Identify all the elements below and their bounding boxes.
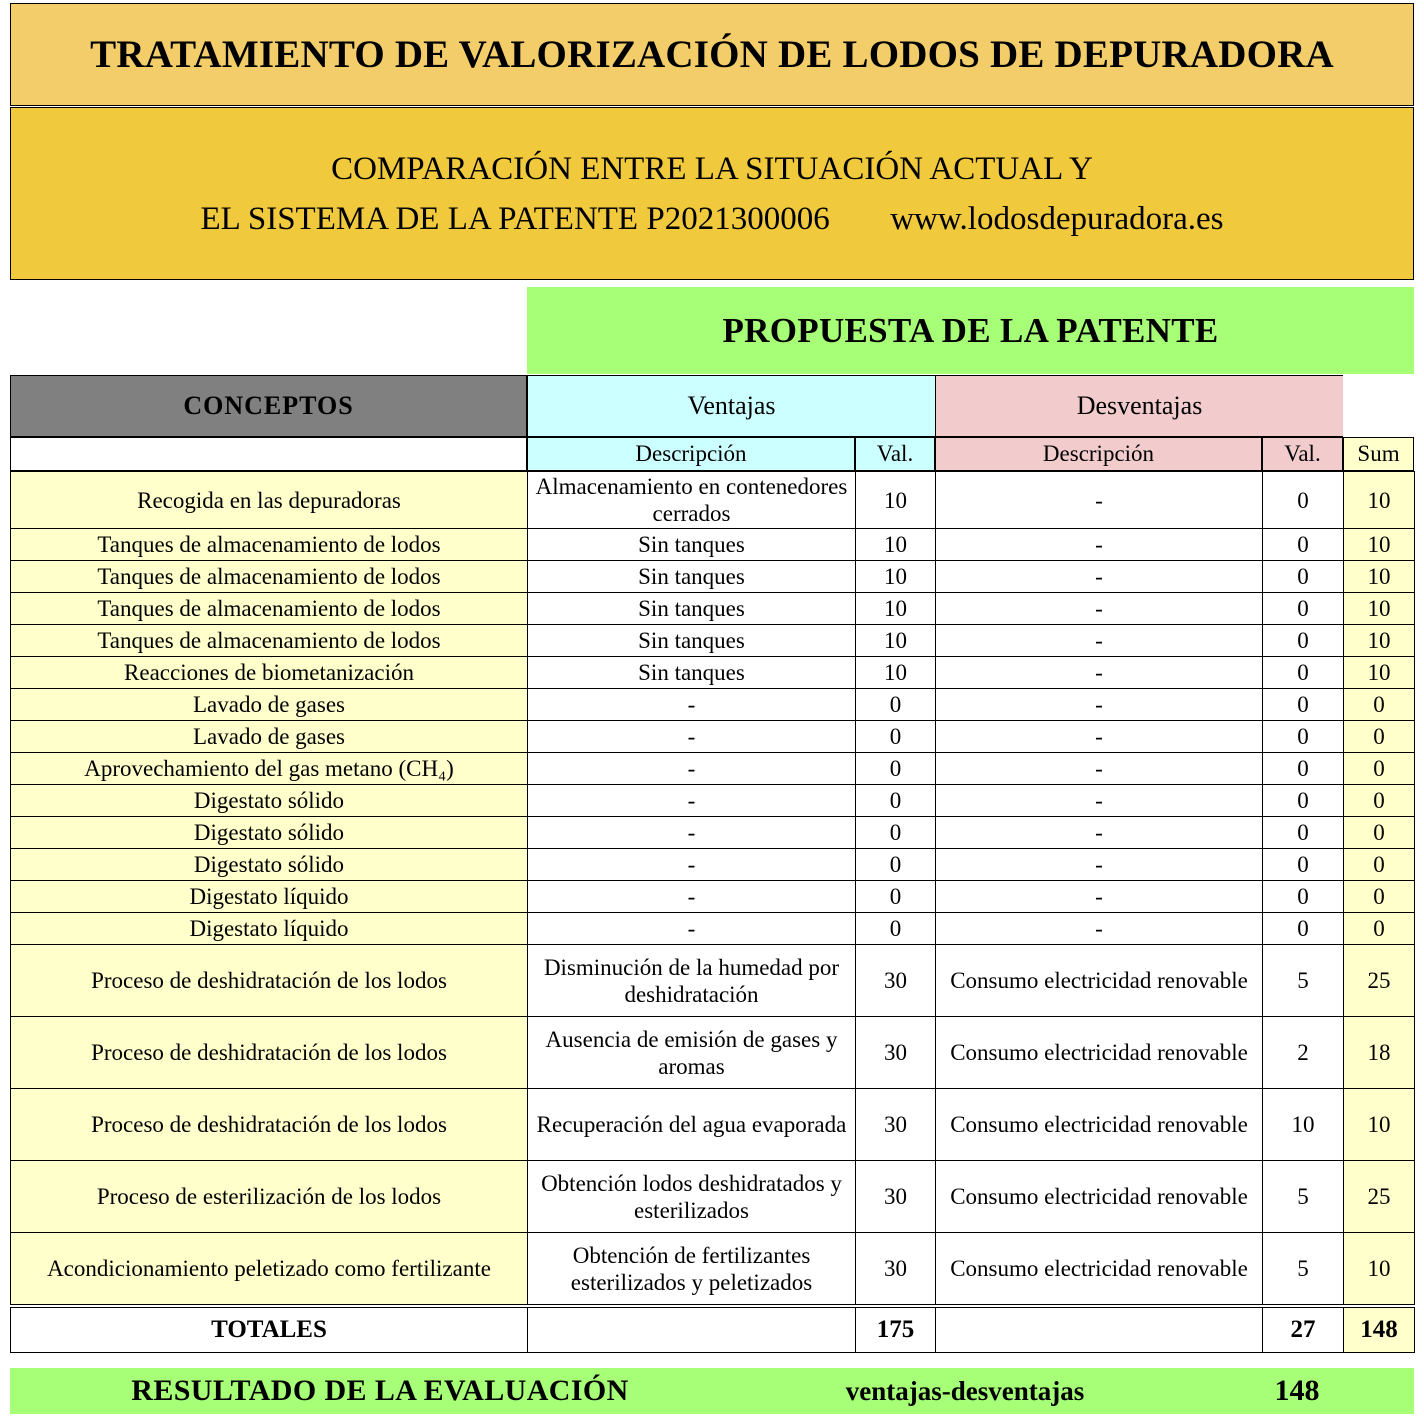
cell-concepto: Tanques de almacenamiento de lodos xyxy=(11,561,528,593)
cell-desventaja-valor: 0 xyxy=(1263,657,1344,689)
result-title: RESULTADO DE LA EVALUACIÓN xyxy=(131,1374,629,1407)
cell-concepto: Tanques de almacenamiento de lodos xyxy=(11,529,528,561)
cell-ventaja-valor: 0 xyxy=(856,753,936,785)
cell-ventaja-descripcion: Sin tanques xyxy=(528,561,856,593)
cell-concepto: Aprovechamiento del gas metano (CH₄) xyxy=(11,753,528,785)
table-row xyxy=(11,785,1415,817)
main-title: TRATAMIENTO DE VALORIZACIÓN DE LODOS DE DEPURADORA xyxy=(90,33,1334,76)
cell-suma: 18 xyxy=(1344,1017,1415,1089)
cell-desventaja-descripcion: - xyxy=(936,721,1263,753)
cell-suma: 10 xyxy=(1344,529,1415,561)
cell-desventaja-descripcion: Consumo electricidad renovable xyxy=(936,1233,1263,1305)
cell-suma: 0 xyxy=(1344,785,1415,817)
subtitle-line-1: COMPARACIÓN ENTRE LA SITUACIÓN ACTUAL Y xyxy=(331,150,1093,187)
cell-desventaja-valor: 0 xyxy=(1263,561,1344,593)
cell-concepto: Proceso de deshidratación de los lodos xyxy=(11,1089,528,1161)
totals-desventajas-desc xyxy=(936,1308,1263,1353)
cell-desventaja-valor: 0 xyxy=(1263,785,1344,817)
cell-desventaja-valor: 5 xyxy=(1263,945,1344,1017)
subheader-desventajas-descripcion-label: Descripción xyxy=(1042,441,1155,466)
table-row xyxy=(11,472,1415,529)
subheader-ventajas-descripcion xyxy=(527,437,855,471)
cell-concepto: Digestato sólido xyxy=(11,817,528,849)
table-row xyxy=(11,689,1415,721)
comparison-table-body xyxy=(11,472,1415,1305)
cell-suma: 0 xyxy=(1344,689,1415,721)
cell-desventaja-descripcion: Consumo electricidad renovable xyxy=(936,1161,1263,1233)
cell-ventaja-descripcion: - xyxy=(528,785,856,817)
header-ventajas xyxy=(527,375,935,437)
cell-concepto: Digestato líquido xyxy=(11,881,528,913)
table-row xyxy=(11,561,1415,593)
cell-ventaja-descripcion: - xyxy=(528,721,856,753)
cell-suma: 25 xyxy=(1344,945,1415,1017)
table-row xyxy=(11,817,1415,849)
cell-suma: 0 xyxy=(1344,849,1415,881)
cell-suma: 10 xyxy=(1344,657,1415,689)
table-row xyxy=(11,1233,1415,1305)
cell-ventaja-valor: 30 xyxy=(856,1089,936,1161)
cell-ventaja-descripcion: Recuperación del agua evaporada xyxy=(528,1089,856,1161)
cell-suma: 0 xyxy=(1344,753,1415,785)
cell-desventaja-valor: 0 xyxy=(1263,472,1344,529)
table-row xyxy=(11,1161,1415,1233)
cell-desventaja-descripcion: - xyxy=(936,881,1263,913)
comparison-table xyxy=(10,471,1415,1305)
result-banner xyxy=(10,1368,1414,1414)
totals-sum: 148 xyxy=(1344,1308,1415,1353)
cell-ventaja-valor: 0 xyxy=(856,849,936,881)
cell-ventaja-valor: 10 xyxy=(856,561,936,593)
subtitle-line-2 xyxy=(201,194,1224,244)
cell-desventaja-valor: 0 xyxy=(1263,529,1344,561)
cell-concepto: Digestato sólido xyxy=(11,785,528,817)
cell-ventaja-descripcion: Almacenamiento en contenedores cerrados xyxy=(528,472,856,529)
cell-ventaja-descripcion: - xyxy=(528,753,856,785)
cell-ventaja-descripcion: - xyxy=(528,689,856,721)
subheader-sum-label: Sum xyxy=(1357,441,1400,466)
cell-concepto: Digestato líquido xyxy=(11,913,528,945)
cell-suma: 10 xyxy=(1344,625,1415,657)
cell-ventaja-valor: 10 xyxy=(856,625,936,657)
cell-desventaja-descripcion: - xyxy=(936,529,1263,561)
cell-desventaja-descripcion: Consumo electricidad renovable xyxy=(936,945,1263,1017)
cell-desventaja-descripcion: - xyxy=(936,593,1263,625)
table-row xyxy=(11,529,1415,561)
table-row xyxy=(11,657,1415,689)
cell-desventaja-valor: 5 xyxy=(1263,1233,1344,1305)
cell-suma: 0 xyxy=(1344,881,1415,913)
cell-desventaja-valor: 0 xyxy=(1263,881,1344,913)
cell-desventaja-descripcion: - xyxy=(936,689,1263,721)
cell-ventaja-descripcion: - xyxy=(528,849,856,881)
cell-ventaja-valor: 0 xyxy=(856,721,936,753)
cell-ventaja-descripcion: Obtención de fertilizantes esterilizados y peletizados xyxy=(528,1233,856,1305)
subtitle-bar xyxy=(10,107,1414,280)
cell-desventaja-valor: 0 xyxy=(1263,753,1344,785)
table-row xyxy=(11,881,1415,913)
cell-desventaja-descripcion: - xyxy=(936,625,1263,657)
patent-reference: EL SISTEMA DE LA PATENTE P2021300006 xyxy=(200,200,830,237)
table-row xyxy=(11,913,1415,945)
cell-ventaja-descripcion: - xyxy=(528,881,856,913)
cell-desventaja-descripcion: - xyxy=(936,753,1263,785)
cell-ventaja-descripcion: Sin tanques xyxy=(528,657,856,689)
cell-desventaja-valor: 0 xyxy=(1263,913,1344,945)
table-row xyxy=(11,1017,1415,1089)
subheader-desventajas-val-label: Val. xyxy=(1284,441,1321,466)
totals-row xyxy=(11,1308,1415,1353)
cell-ventaja-valor: 0 xyxy=(856,785,936,817)
cell-suma: 25 xyxy=(1344,1161,1415,1233)
cell-ventaja-descripcion: Sin tanques xyxy=(528,593,856,625)
cell-ventaja-valor: 10 xyxy=(856,593,936,625)
cell-desventaja-descripcion: Consumo electricidad renovable xyxy=(936,1089,1263,1161)
cell-concepto: Proceso de esterilización de los lodos xyxy=(11,1161,528,1233)
cell-ventaja-valor: 0 xyxy=(856,881,936,913)
cell-desventaja-valor: 0 xyxy=(1263,689,1344,721)
table-row xyxy=(11,625,1415,657)
result-formula: ventajas-desventajas xyxy=(845,1375,1085,1406)
cell-desventaja-descripcion: - xyxy=(936,472,1263,529)
cell-desventaja-descripcion: - xyxy=(936,817,1263,849)
table-row xyxy=(11,593,1415,625)
cell-ventaja-valor: 10 xyxy=(856,472,936,529)
cell-concepto: Recogida en las depuradoras xyxy=(11,472,528,529)
cell-ventaja-valor: 30 xyxy=(856,945,936,1017)
cell-ventaja-valor: 30 xyxy=(856,1233,936,1305)
cell-suma: 0 xyxy=(1344,913,1415,945)
cell-concepto: Lavado de gases xyxy=(11,689,528,721)
table-row xyxy=(11,753,1415,785)
header-desventajas xyxy=(935,375,1343,437)
header-conceptos xyxy=(10,375,527,437)
cell-desventaja-valor: 5 xyxy=(1263,1161,1344,1233)
website-link[interactable]: www.lodosdepuradora.es xyxy=(890,200,1224,237)
totals-label: TOTALES xyxy=(11,1308,528,1353)
cell-desventaja-descripcion: - xyxy=(936,849,1263,881)
totals-desventajas-val: 27 xyxy=(1263,1308,1344,1353)
cell-concepto: Digestato sólido xyxy=(11,849,528,881)
header-conceptos-label: CONCEPTOS xyxy=(183,391,354,420)
header-desventajas-label: Desventajas xyxy=(1076,391,1203,420)
cell-ventaja-valor: 0 xyxy=(856,913,936,945)
subheader-ventajas-val xyxy=(855,437,935,471)
cell-concepto: Lavado de gases xyxy=(11,721,528,753)
subheader-desventajas-descripcion xyxy=(935,437,1262,471)
table-row xyxy=(11,1089,1415,1161)
table-row xyxy=(11,945,1415,1017)
cell-desventaja-valor: 0 xyxy=(1263,593,1344,625)
cell-desventaja-valor: 0 xyxy=(1263,721,1344,753)
subheader-conceptos-blank xyxy=(10,437,527,471)
cell-ventaja-valor: 30 xyxy=(856,1161,936,1233)
cell-concepto: Tanques de almacenamiento de lodos xyxy=(11,625,528,657)
cell-suma: 0 xyxy=(1344,817,1415,849)
cell-desventaja-valor: 10 xyxy=(1263,1089,1344,1161)
table-row xyxy=(11,721,1415,753)
cell-concepto: Acondicionamiento peletizado como fertilizante xyxy=(11,1233,528,1305)
totals-table xyxy=(10,1307,1415,1353)
cell-suma: 0 xyxy=(1344,721,1415,753)
subheader-ventajas-descripcion-label: Descripción xyxy=(635,441,747,466)
cell-suma: 10 xyxy=(1344,593,1415,625)
cell-desventaja-valor: 0 xyxy=(1263,849,1344,881)
cell-ventaja-descripcion: Sin tanques xyxy=(528,529,856,561)
cell-desventaja-descripcion: Consumo electricidad renovable xyxy=(936,1017,1263,1089)
cell-suma: 10 xyxy=(1344,1233,1415,1305)
cell-ventaja-valor: 10 xyxy=(856,657,936,689)
cell-desventaja-valor: 0 xyxy=(1263,817,1344,849)
cell-ventaja-descripcion: Sin tanques xyxy=(528,625,856,657)
subtitle-block xyxy=(173,144,1252,244)
totals-ventajas-desc xyxy=(528,1308,856,1353)
table-row xyxy=(11,849,1415,881)
cell-concepto: Proceso de deshidratación de los lodos xyxy=(11,1017,528,1089)
cell-concepto: Proceso de deshidratación de los lodos xyxy=(11,945,528,1017)
main-title-bar xyxy=(10,3,1414,106)
cell-desventaja-valor: 0 xyxy=(1263,625,1344,657)
cell-desventaja-valor: 2 xyxy=(1263,1017,1344,1089)
proposal-banner-label: PROPUESTA DE LA PATENTE xyxy=(722,310,1219,350)
cell-ventaja-descripcion: - xyxy=(528,817,856,849)
cell-ventaja-descripcion: Ausencia de emisión de gases y aromas xyxy=(528,1017,856,1089)
cell-desventaja-descripcion: - xyxy=(936,913,1263,945)
cell-ventaja-descripcion: Obtención lodos deshidratados y esterilizados xyxy=(528,1161,856,1233)
cell-ventaja-descripcion: Disminución de la humedad por deshidratación xyxy=(528,945,856,1017)
subheader-desventajas-val xyxy=(1262,437,1343,471)
result-value: 148 xyxy=(1274,1374,1320,1407)
cell-concepto: Tanques de almacenamiento de lodos xyxy=(11,593,528,625)
header-spacer xyxy=(1343,375,1414,437)
cell-desventaja-descripcion: - xyxy=(936,657,1263,689)
subheader-ventajas-val-label: Val. xyxy=(876,441,914,466)
header-ventajas-label: Ventajas xyxy=(687,391,776,420)
cell-suma: 10 xyxy=(1344,1089,1415,1161)
proposal-banner xyxy=(527,287,1414,374)
cell-suma: 10 xyxy=(1344,561,1415,593)
cell-ventaja-valor: 0 xyxy=(856,817,936,849)
cell-ventaja-valor: 0 xyxy=(856,689,936,721)
cell-desventaja-descripcion: - xyxy=(936,561,1263,593)
cell-ventaja-valor: 30 xyxy=(856,1017,936,1089)
cell-ventaja-descripcion: - xyxy=(528,913,856,945)
cell-ventaja-valor: 10 xyxy=(856,529,936,561)
cell-desventaja-descripcion: - xyxy=(936,785,1263,817)
totals-ventajas-val: 175 xyxy=(856,1308,936,1353)
cell-suma: 10 xyxy=(1344,472,1415,529)
subheader-sum xyxy=(1343,437,1414,471)
cell-concepto: Reacciones de biometanización xyxy=(11,657,528,689)
